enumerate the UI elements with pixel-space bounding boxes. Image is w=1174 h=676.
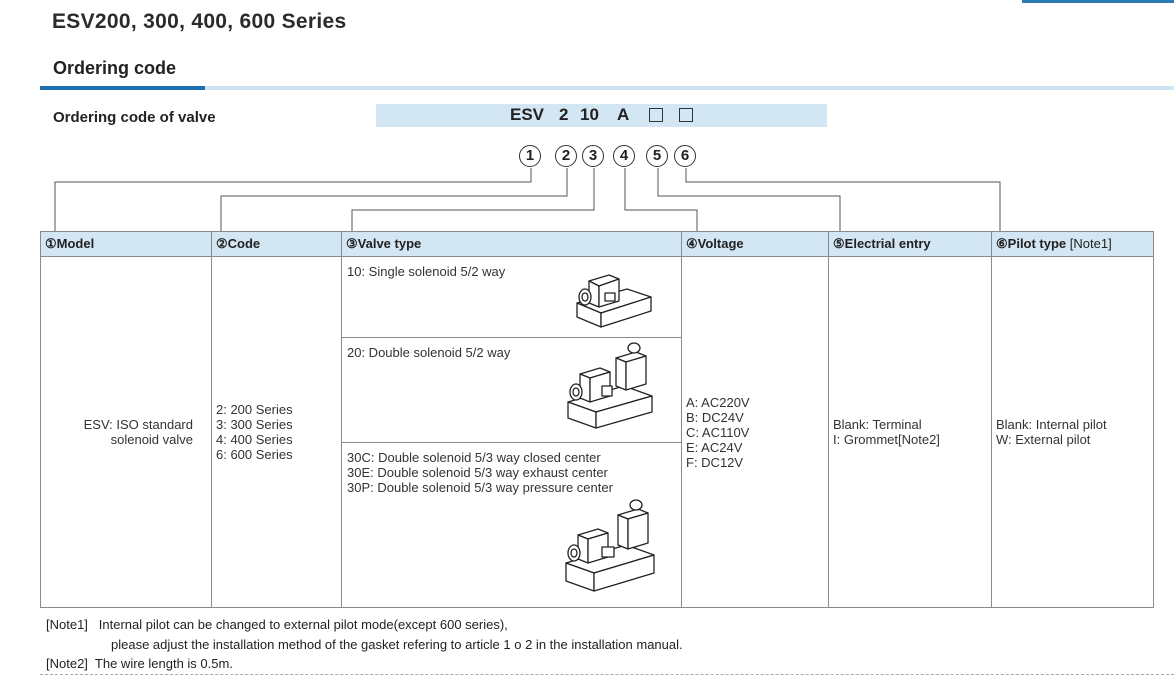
valve-type-text: 30P: Double solenoid 5/3 way pressure center <box>347 480 613 495</box>
header-valve-type: ③Valve type <box>342 232 682 257</box>
note-2-text: The wire length is 0.5m. <box>94 656 233 671</box>
model-line-1: ESV: ISO standard <box>83 417 193 432</box>
valve-type-row-20 <box>342 338 681 443</box>
footer-dashed-rule <box>40 674 1174 675</box>
ordering-table <box>40 231 1154 608</box>
note-2 <box>46 656 233 671</box>
connector-1 <box>55 168 531 231</box>
note-1-continuation: please adjust the installation method of the gasket refering to article 1 o 2 in the installation manual. <box>111 637 683 652</box>
marker-6: 6 <box>674 145 696 167</box>
code-item: 6: 600 Series <box>216 447 293 462</box>
note-1-label: [Note1] <box>46 617 88 632</box>
valve-type-text: 30C: Double solenoid 5/3 way closed center <box>347 450 601 465</box>
connector-5 <box>658 168 840 231</box>
code-part-2: 2 <box>559 105 569 124</box>
header-code: ②Code <box>212 232 342 257</box>
code-prefix: ESV <box>510 105 545 124</box>
header-voltage: ④Voltage <box>682 232 829 257</box>
code-part-4: A <box>617 105 630 124</box>
model-line-2: solenoid valve <box>110 432 193 447</box>
three-position-valve-icon <box>560 497 660 597</box>
note-2-label: [Note2] <box>46 656 88 671</box>
connector-2 <box>221 168 567 231</box>
pilot-item: Blank: Internal pilot <box>996 417 1107 432</box>
cell-code <box>212 257 342 608</box>
voltage-item: B: DC24V <box>686 409 744 425</box>
electrical-item: I: Grommet[Note2] <box>833 432 940 447</box>
electrical-item: Blank: Terminal <box>833 417 922 432</box>
valve-type-text: 20: Double solenoid 5/2 way <box>347 345 511 360</box>
table-body-row <box>41 257 1154 608</box>
valve-type-row-30 <box>342 443 681 607</box>
pilot-item: W: External pilot <box>996 432 1091 447</box>
connector-3 <box>352 168 594 231</box>
table-header-row <box>41 232 1154 257</box>
marker-5: 5 <box>646 145 668 167</box>
section-title: Ordering code <box>53 58 177 78</box>
header-electrical-entry: ⑤Electrial entry <box>829 232 992 257</box>
double-solenoid-valve-icon <box>560 340 660 440</box>
code-item: 2: 200 Series <box>216 402 293 417</box>
marker-2: 2 <box>555 145 577 167</box>
cell-voltage <box>682 257 829 608</box>
valve-type-text: 10: Single solenoid 5/2 way <box>347 264 506 279</box>
single-solenoid-valve-icon <box>567 261 657 333</box>
header-model: ①Model <box>41 232 212 257</box>
voltage-item: C: AC110V <box>686 424 750 440</box>
series-title: ESV200, 300, 400, 600 Series <box>52 10 347 33</box>
code-item: 4: 400 Series <box>216 432 293 447</box>
voltage-item: F: DC12V <box>686 454 744 470</box>
subsection-title: Ordering code of valve <box>53 109 216 126</box>
cell-valve-type <box>342 257 682 608</box>
voltage-item: A: AC220V <box>686 394 750 410</box>
note-1 <box>46 617 508 632</box>
header-pilot-type: ⑥Pilot type [Note1] <box>992 232 1154 257</box>
marker-1: 1 <box>519 145 541 167</box>
valve-type-text: 30E: Double solenoid 5/3 way exhaust center <box>347 465 608 480</box>
marker-4: 4 <box>613 145 635 167</box>
valve-type-row-10 <box>342 257 681 338</box>
marker-3: 3 <box>582 145 604 167</box>
valve-type-text-group <box>347 450 613 495</box>
voltage-item: E: AC24V <box>686 439 743 455</box>
code-item: 3: 300 Series <box>216 417 293 432</box>
note-1-text: Internal pilot can be changed to external pilot mode(except 600 series), <box>98 617 508 632</box>
cell-model <box>41 257 212 608</box>
cell-pilot-type <box>992 257 1154 608</box>
code-part-3: 10 <box>580 105 599 124</box>
connector-6 <box>686 168 1000 231</box>
cell-electrical-entry <box>829 257 992 608</box>
